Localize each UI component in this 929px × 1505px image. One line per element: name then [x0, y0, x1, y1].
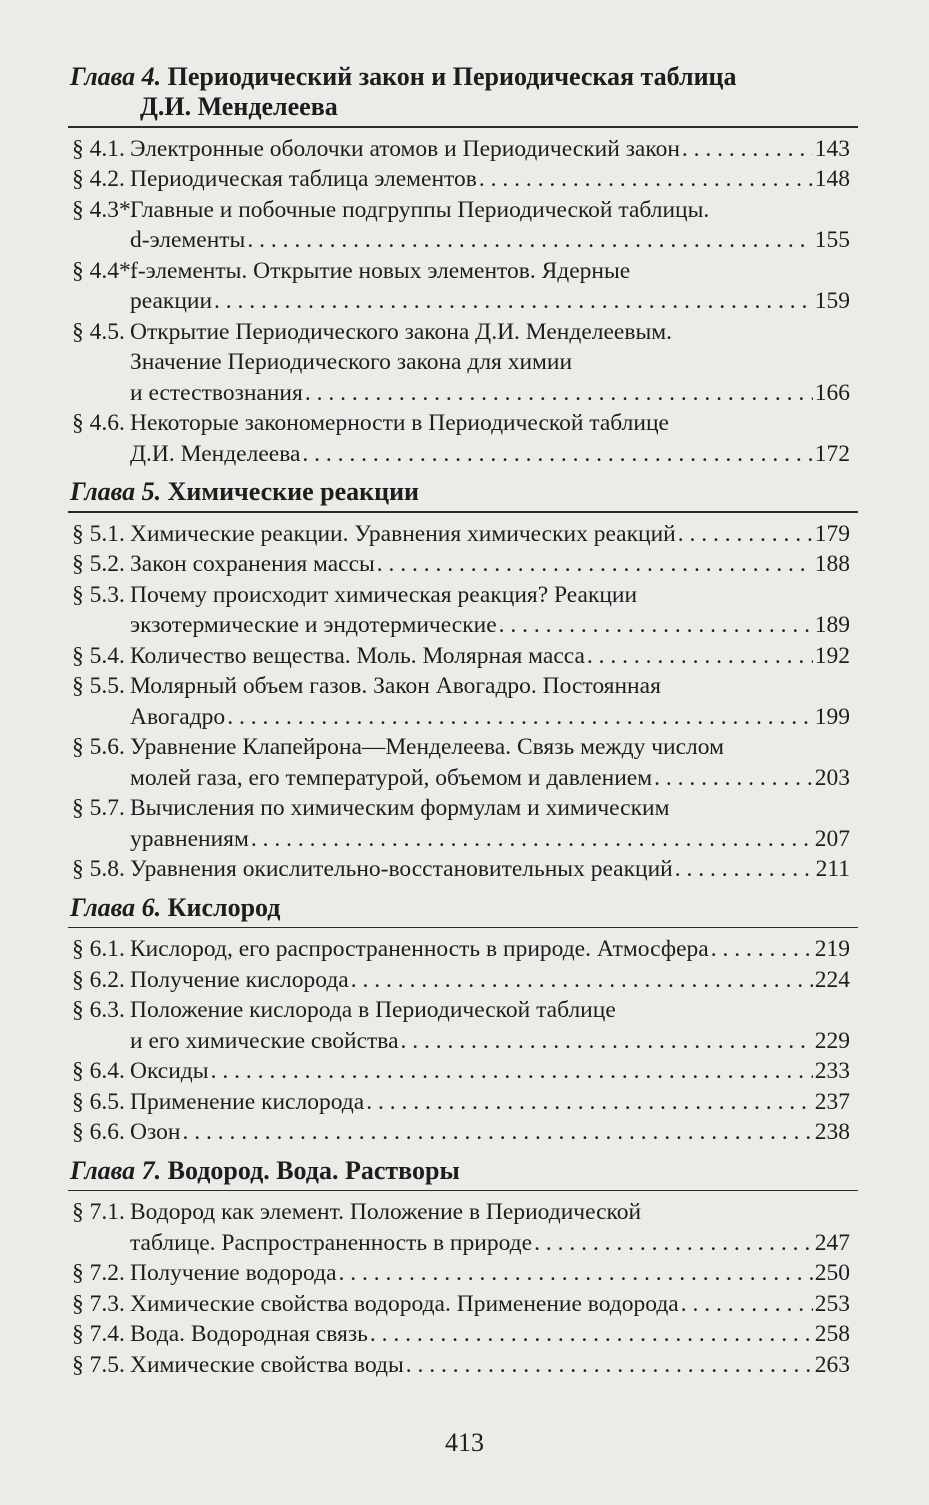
toc-entry — [60, 671, 850, 732]
section-title: Оксиды — [130, 1058, 209, 1084]
chapter-label: Глава 4. — [70, 62, 162, 91]
dot-leader — [534, 1228, 813, 1259]
chapter-title: Водород. Вода. Растворы — [167, 1155, 460, 1185]
section-number: § 4.6. — [72, 410, 125, 436]
section-number: § 4.5. — [72, 318, 125, 345]
dot-leader — [247, 225, 812, 256]
page-ref: 189 — [814, 612, 850, 638]
page-ref: 199 — [814, 703, 850, 730]
section-number: § 6.4. — [72, 1058, 125, 1084]
toc-entry — [60, 317, 850, 409]
section-title-line: Значение Периодического закона для химии — [130, 349, 573, 375]
toc-entry — [60, 1117, 850, 1148]
section-title: Химические свойства водорода. Применение водорода — [130, 1290, 679, 1317]
toc-entry — [60, 995, 850, 1056]
chapter-label: Глава 5. — [70, 477, 162, 506]
section-title: d-элементы — [130, 227, 246, 253]
page-ref: 159 — [814, 288, 850, 314]
section-title: Получение кислорода — [130, 966, 349, 993]
page-ref: 192 — [814, 642, 850, 669]
section-title-line: Молярный объем газов. Закон Авогадро. Постоянная — [130, 673, 661, 699]
section-last-line — [130, 519, 850, 550]
section-title: и его химические свойства — [130, 1027, 399, 1054]
toc-entry — [60, 134, 850, 165]
dot-leader — [682, 134, 813, 165]
section-number: § 5.1. — [72, 520, 125, 547]
dot-leader — [587, 641, 813, 672]
chapter-gap — [60, 469, 850, 477]
dot-leader — [377, 549, 813, 580]
chapter-gap — [60, 885, 850, 893]
page-ref: 247 — [814, 1229, 850, 1256]
section-last-line — [130, 1056, 850, 1087]
dot-leader — [227, 702, 813, 733]
page-ref: 229 — [814, 1027, 850, 1054]
section-title: и естествознания — [130, 379, 303, 406]
toc-entry — [60, 934, 850, 965]
toc-entry — [60, 1056, 850, 1087]
dot-leader — [406, 1350, 813, 1381]
dot-leader — [654, 763, 813, 794]
toc-entry — [60, 580, 850, 641]
section-number: § 4.3*. — [72, 196, 137, 223]
page-ref: 172 — [814, 440, 850, 467]
section-title: Закон сохранения массы — [130, 551, 375, 577]
page-ref: 233 — [814, 1058, 850, 1084]
section-title: Химические реакции. Уравнения химических реакций — [130, 520, 676, 547]
section-title-line: Открытие Периодического закона Д.И. Менделеевым. — [130, 318, 672, 345]
section-title: таблице. Распространенность в природе — [130, 1229, 533, 1256]
section-last-line — [130, 1289, 850, 1320]
section-title: Д.И. Менделеева — [130, 440, 301, 467]
section-title: Электронные оболочки атомов и Периодический закон — [130, 135, 680, 162]
page-ref: 143 — [814, 135, 850, 162]
section-last-line — [130, 439, 850, 470]
section-last-line — [130, 763, 850, 794]
section-title: Химические свойства воды — [130, 1351, 404, 1378]
section-number: § 7.3. — [72, 1290, 125, 1317]
page-ref: 238 — [814, 1119, 850, 1145]
page-ref: 203 — [814, 764, 850, 791]
toc-entry — [60, 1087, 850, 1118]
toc-entry — [60, 1350, 850, 1381]
page-ref: 237 — [814, 1088, 850, 1115]
section-last-line — [130, 1228, 850, 1259]
dot-leader — [214, 286, 813, 317]
section-last-line — [130, 1026, 850, 1057]
dot-leader — [182, 1117, 812, 1148]
section-title: Получение водорода — [130, 1260, 337, 1286]
section-last-line — [130, 610, 850, 641]
section-number: § 7.4. — [72, 1321, 125, 1347]
section-last-line — [130, 225, 850, 256]
toc-entry — [60, 854, 850, 885]
section-last-line — [130, 378, 850, 409]
section-last-line — [130, 641, 850, 672]
chapter-rule — [68, 927, 858, 929]
chapter-gap — [60, 1148, 850, 1156]
toc-entry — [60, 408, 850, 469]
section-number: § 5.4. — [72, 642, 125, 669]
dot-leader — [678, 519, 813, 550]
section-title: Уравнения окислительно-восстановительных реакций — [130, 856, 673, 882]
section-number: § 7.1. — [72, 1199, 125, 1225]
section-title: молей газа, его температурой, объемом и давлением — [130, 764, 653, 791]
section-number: § 5.7. — [72, 795, 125, 821]
chapter-label: Глава 6. — [70, 892, 162, 922]
chapter-rule — [68, 511, 858, 513]
dot-leader — [370, 1319, 813, 1350]
section-last-line — [130, 1087, 850, 1118]
page-ref: 250 — [814, 1260, 850, 1286]
chapter-title: Кислород — [167, 892, 281, 922]
section-last-line — [130, 854, 850, 885]
chapter-heading — [60, 893, 850, 923]
section-title-line: f-элементы. Открытие новых элементов. Ядерные — [130, 257, 631, 284]
section-title: Применение кислорода — [130, 1088, 365, 1115]
table-of-contents — [60, 62, 850, 1380]
section-number: § 7.2. — [72, 1260, 125, 1286]
section-number: § 4.1. — [72, 135, 125, 162]
section-last-line — [130, 1117, 850, 1148]
chapter-heading — [60, 1156, 850, 1186]
dot-leader — [675, 854, 814, 885]
section-last-line — [130, 1350, 850, 1381]
page-ref: 211 — [815, 856, 850, 882]
section-title: Количество вещества. Моль. Молярная масса — [130, 642, 585, 669]
section-number: § 6.5. — [72, 1088, 125, 1115]
chapter-rule — [68, 1190, 858, 1192]
toc-entry — [60, 641, 850, 672]
page-ref: 207 — [814, 825, 850, 852]
toc-entry — [60, 1319, 850, 1350]
section-number: § 4.2. — [72, 166, 125, 192]
page-ref: 253 — [814, 1290, 850, 1317]
page-ref: 188 — [814, 551, 850, 577]
dot-leader — [251, 824, 813, 855]
chapter-title-continuation: Д.И. Менделеева — [140, 92, 338, 121]
section-last-line — [130, 965, 850, 996]
section-title-line: Водород как элемент. Положение в Периодической — [130, 1199, 642, 1225]
section-title: Периодическая таблица элементов — [130, 166, 477, 192]
section-number: § 6.3. — [72, 997, 125, 1023]
page-ref: 224 — [814, 966, 850, 993]
section-title: Авогадро — [130, 703, 226, 730]
chapter-heading — [60, 62, 850, 122]
page-ref: 148 — [814, 166, 850, 192]
chapter-title: Химические реакции — [167, 477, 420, 506]
dot-leader — [302, 439, 812, 470]
page-ref: 179 — [814, 520, 850, 547]
toc-entry — [60, 1258, 850, 1289]
chapter-label: Глава 7. — [70, 1155, 162, 1185]
page-number: 413 — [445, 1428, 484, 1457]
dot-leader — [351, 965, 813, 996]
section-number: § 6.2. — [72, 966, 125, 993]
section-last-line — [130, 286, 850, 317]
page-ref: 258 — [814, 1321, 850, 1347]
page-ref: 166 — [814, 379, 850, 406]
page-ref: 263 — [814, 1351, 850, 1378]
section-title-line: Вычисления по химическим формулам и химическим — [130, 795, 670, 821]
section-last-line — [130, 824, 850, 855]
section-number: § 6.1. — [72, 936, 125, 962]
chapter-rule — [68, 126, 858, 128]
dot-leader — [499, 610, 813, 641]
section-number: § 4.4*. — [72, 257, 137, 284]
section-last-line — [130, 1258, 850, 1289]
toc-entry — [60, 164, 850, 195]
section-title: Вода. Водородная связь — [130, 1321, 368, 1347]
section-title-line: Почему происходит химическая реакция? Реакции — [130, 581, 638, 608]
section-number: § 5.2. — [72, 551, 125, 577]
section-number: § 6.6. — [72, 1119, 125, 1145]
section-last-line — [130, 134, 850, 165]
dot-leader — [479, 164, 813, 195]
chapter-heading — [60, 477, 850, 507]
section-last-line — [130, 164, 850, 195]
section-number: § 5.8. — [72, 856, 125, 882]
section-last-line — [130, 702, 850, 733]
dot-leader — [305, 378, 813, 409]
dot-leader — [339, 1258, 813, 1289]
section-title: уравнениям — [130, 825, 249, 852]
dot-leader — [711, 934, 813, 965]
toc-entry — [60, 549, 850, 580]
toc-entry — [60, 256, 850, 317]
dot-leader — [211, 1056, 813, 1087]
section-title: Озон — [130, 1119, 181, 1145]
dot-leader — [366, 1087, 813, 1118]
section-title-line: Некоторые закономерности в Периодической таблице — [130, 410, 669, 436]
page-ref: 219 — [814, 936, 850, 962]
section-title: экзотермические и эндотермические — [130, 612, 497, 638]
toc-entry — [60, 1289, 850, 1320]
toc-entry — [60, 1197, 850, 1258]
section-number: § 5.5. — [72, 673, 125, 699]
toc-entry — [60, 195, 850, 256]
section-title-line: Главные и побочные подгруппы Периодической таблицы. — [130, 196, 710, 223]
page-ref: 155 — [814, 227, 850, 253]
section-title: Кислород, его распространенность в природе. Атмосфера — [130, 936, 709, 962]
dot-leader — [401, 1026, 813, 1057]
section-number: § 5.6. — [72, 734, 125, 760]
section-last-line — [130, 1319, 850, 1350]
section-title: реакции — [130, 288, 213, 314]
section-number: § 7.5. — [72, 1351, 125, 1378]
toc-entry — [60, 519, 850, 550]
section-last-line — [130, 549, 850, 580]
dot-leader — [681, 1289, 813, 1320]
toc-entry — [60, 965, 850, 996]
section-last-line — [130, 934, 850, 965]
section-title-line: Уравнение Клапейрона—Менделеева. Связь между числом — [130, 734, 724, 760]
toc-entry — [60, 793, 850, 854]
chapter-title: Периодический закон и Периодическая таблица — [167, 62, 737, 91]
toc-entry — [60, 732, 850, 793]
section-number: § 5.3. — [72, 581, 125, 608]
section-title-line: Положение кислорода в Периодической таблице — [130, 997, 616, 1023]
